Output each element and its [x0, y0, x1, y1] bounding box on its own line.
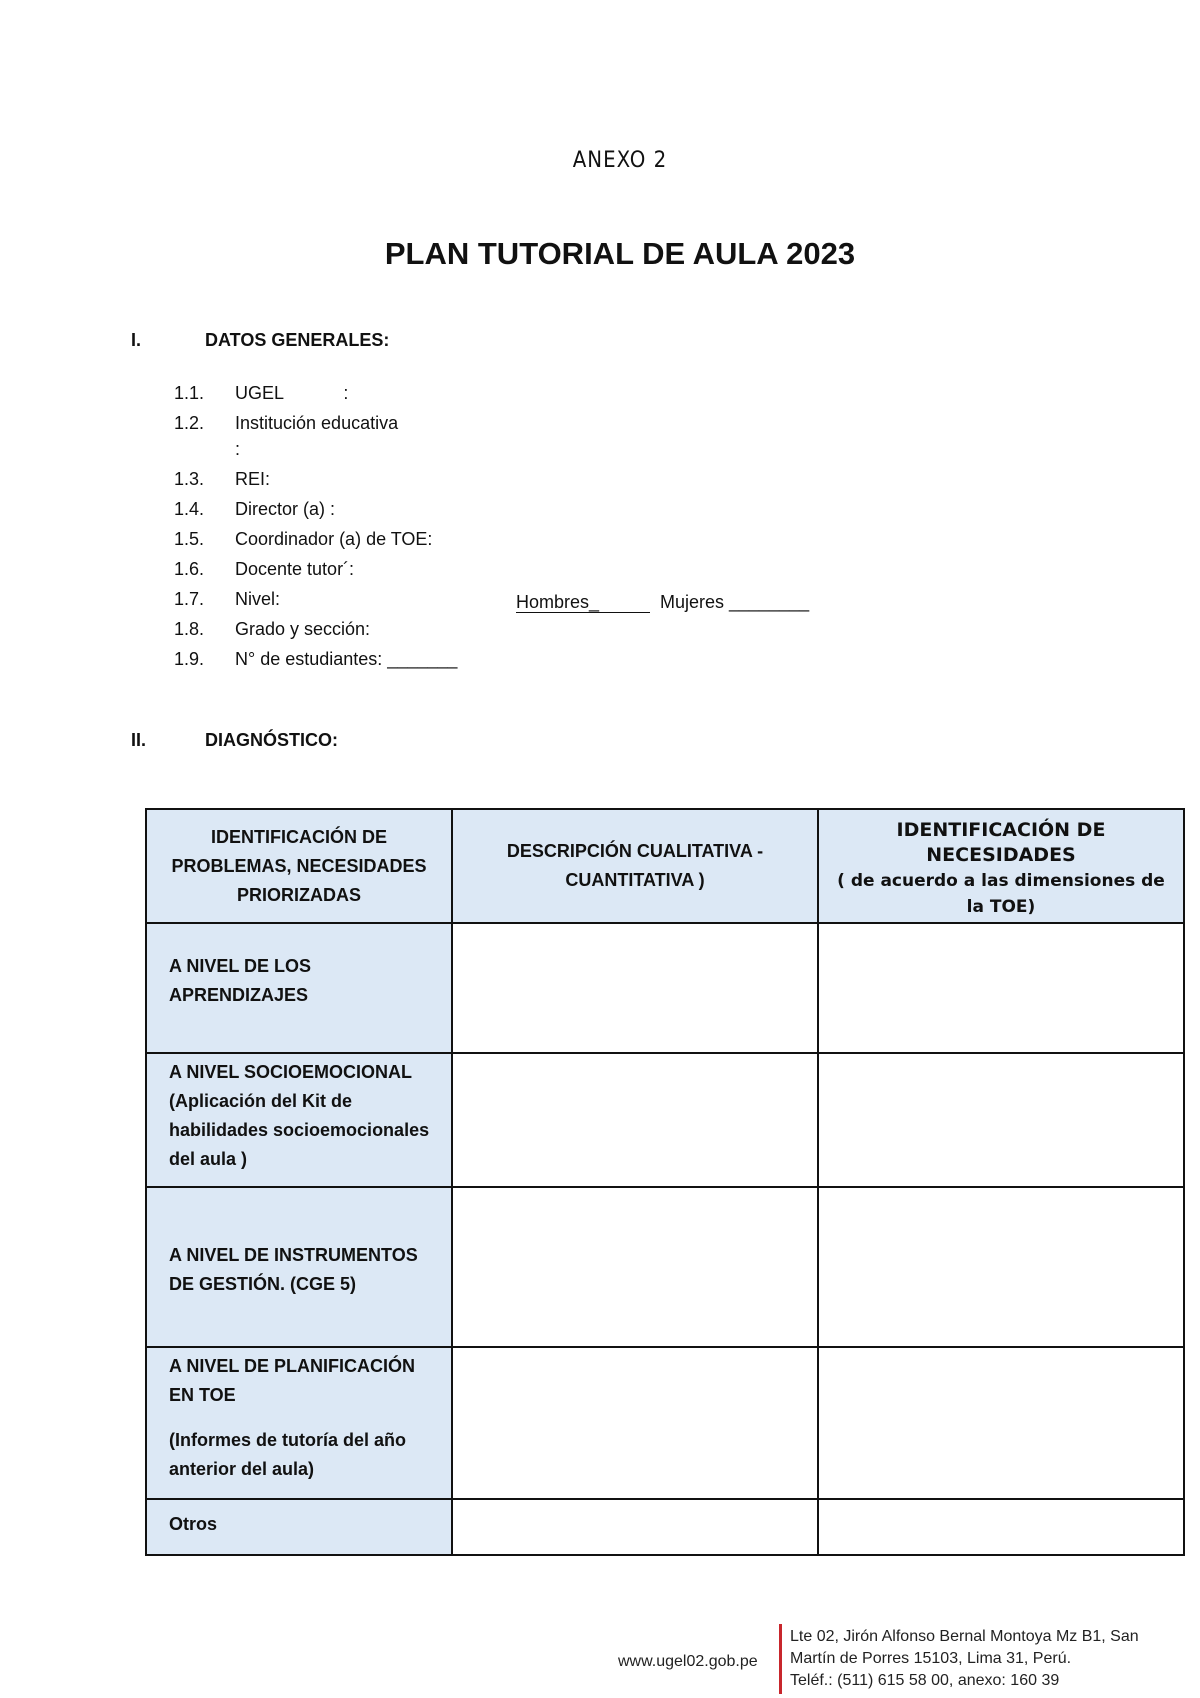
footer-address-line: Martín de Porres 15103, Lima 31, Perú. [790, 1650, 1072, 1667]
needs-cell[interactable] [818, 1187, 1184, 1347]
item-label: Coordinador (a) de TOE: [235, 529, 433, 549]
item-number: 1.8. [174, 619, 205, 639]
row-label [146, 1347, 452, 1499]
item-number: 1.5. [174, 529, 205, 549]
item-label: Director (a) : [235, 499, 336, 519]
item-number: 1.3. [174, 469, 205, 489]
item-label: Grado y sección: [235, 619, 371, 639]
table-row [146, 1053, 1184, 1187]
row-label-note: (Informes de tutoría del año anterior del aula) [169, 1430, 407, 1479]
section-title: DATOS GENERALES: [205, 330, 390, 350]
item-label [235, 410, 398, 462]
item-number: 1.9. [174, 649, 205, 669]
section-general-data-heading [131, 330, 389, 351]
item-number: 1.6. [174, 559, 205, 579]
item-number: 1.7. [174, 589, 205, 609]
item-label: UGEL : [235, 383, 349, 403]
row-label: Otros [146, 1499, 452, 1555]
section-diagnosis-heading [131, 730, 338, 751]
table-row [146, 1347, 1184, 1499]
header-needs [818, 809, 1184, 923]
hombres-underline [516, 612, 650, 613]
header-needs-subtitle: ( de acuerdo a las dimensiones de la TOE) [837, 871, 1165, 917]
item-label-line2: : [235, 439, 241, 459]
item-label-line1: Institución educativa [235, 413, 399, 433]
description-cell[interactable] [452, 1499, 818, 1555]
description-cell[interactable] [452, 923, 818, 1053]
item-number: 1.4. [174, 499, 205, 519]
description-cell[interactable] [452, 1347, 818, 1499]
description-cell[interactable] [452, 1187, 818, 1347]
document-title: PLAN TUTORIAL DE AULA 2023 [384, 236, 856, 271]
needs-cell[interactable] [818, 1053, 1184, 1187]
section-number: I. [131, 330, 142, 350]
hombres-field: Hombres_ [516, 592, 600, 612]
diagnosis-table [145, 808, 1185, 1556]
needs-cell[interactable] [818, 1499, 1184, 1555]
mujeres-field: Mujeres ________ [660, 592, 810, 612]
table-row [146, 923, 1184, 1053]
footer-url: www.ugel02.gob.pe [618, 1653, 758, 1670]
table-header-row [146, 809, 1184, 923]
footer-address [790, 1626, 1139, 1692]
description-cell[interactable] [452, 1053, 818, 1187]
footer-divider [779, 1624, 782, 1694]
item-label: Nivel: [235, 589, 281, 609]
table-row [146, 1187, 1184, 1347]
footer-address-line: Lte 02, Jirón Alfonso Bernal Montoya Mz B1, San [790, 1628, 1139, 1645]
item-number: 1.2. [174, 413, 205, 433]
item-label: REI: [235, 469, 271, 489]
row-label-main: A NIVEL DE PLANIFICACIÓN EN TOE [169, 1356, 416, 1405]
needs-cell[interactable] [818, 923, 1184, 1053]
row-label: A NIVEL SOCIOEMOCIONAL (Aplicación del Kit de habilidades socioemocionales del aula ) [146, 1053, 452, 1187]
annex-label: ANEXO 2 [572, 148, 668, 173]
row-label: A NIVEL DE LOS APRENDIZAJES [146, 923, 452, 1053]
section-number: II. [131, 730, 147, 750]
header-needs-title: IDENTIFICACIÓN DE NECESIDADES [896, 819, 1106, 866]
section-title: DIAGNÓSTICO: [205, 730, 338, 750]
header-problems: IDENTIFICACIÓN DE PROBLEMAS, NECESIDADES PRIORIZADAS [146, 809, 452, 923]
item-number: 1.1. [174, 383, 205, 403]
item-label: Docente tutor´: [235, 559, 355, 579]
needs-cell[interactable] [818, 1347, 1184, 1499]
table-row [146, 1499, 1184, 1555]
item-label: N° de estudiantes: _______ [235, 649, 458, 669]
row-label: A NIVEL DE INSTRUMENTOS DE GESTIÓN. (CGE 5) [146, 1187, 452, 1347]
footer-address-line: Teléf.: (511) 615 58 00, anexo: 160 39 [790, 1672, 1060, 1689]
header-description: DESCRIPCIÓN CUALITATIVA - CUANTITATIVA ) [452, 809, 818, 923]
